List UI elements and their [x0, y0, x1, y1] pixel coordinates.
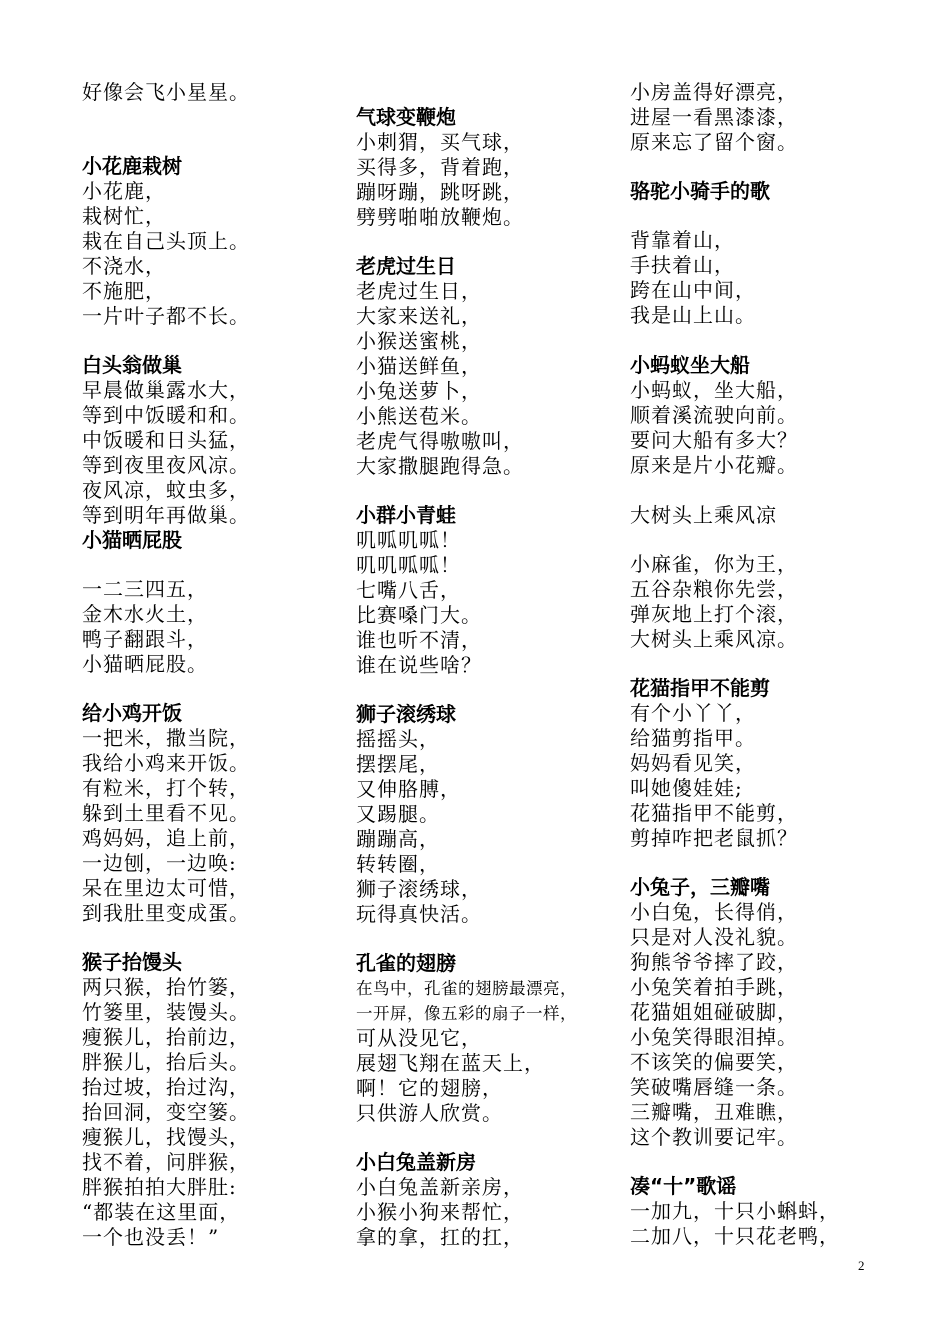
poem-line: 花猫指甲不能剪， — [630, 801, 798, 825]
page-number: 2 — [858, 1258, 865, 1273]
poem-line: 在鸟中，孔雀的翅膀最漂亮， — [356, 979, 577, 998]
poem-line: 进屋一看黑漆漆， — [630, 105, 798, 129]
poem-line: 我是山上山。 — [630, 303, 756, 327]
poem-line: 狮子滚绣球， — [356, 877, 482, 901]
poem-line: 叽呱叽呱！ — [356, 528, 461, 552]
poem-line: 鸭子翻跟斗， — [82, 627, 208, 651]
poem-line: 大家来送礼， — [356, 304, 482, 328]
poem-line: 一边刨，一边唤: — [82, 851, 237, 875]
poem-line: 小白兔，长得俏， — [630, 900, 798, 924]
poem-line: 小猫送鲜鱼， — [356, 354, 482, 378]
poem-line: 找不着，问胖猴， — [82, 1150, 250, 1174]
poem-line: 原来是片小花瓣。 — [630, 453, 798, 477]
poem-line: 小猴小狗来帮忙， — [356, 1200, 524, 1224]
poem-title: 小白兔盖新房 — [356, 1150, 476, 1174]
poem-title: 花猫指甲不能剪 — [630, 676, 770, 700]
poem-line: 小兔送萝卜， — [356, 379, 482, 403]
poem-line: 呆在里边太可惜， — [82, 876, 250, 900]
poem-title: 小猫晒屁股 — [82, 528, 182, 552]
poem-line: 一二三四五， — [82, 577, 208, 601]
poem-line: 原来忘了留个窗。 — [630, 130, 798, 154]
poem-title: 小群小青蛙 — [356, 503, 456, 527]
poem-line: 等到明年再做巢。 — [82, 503, 250, 527]
poem-line: 有粒米，打个转， — [82, 776, 250, 800]
poem-line: 大树头上乘风凉 — [630, 503, 777, 527]
poem-line: 笑破嘴唇缝一条。 — [630, 1075, 798, 1099]
poem-line: 小兔笑得眼泪掉。 — [630, 1025, 798, 1049]
poem-line: 一开屏，像五彩的扇子一样， — [356, 1004, 577, 1023]
poem-line: 弹灰地上打个滚， — [630, 602, 798, 626]
poem-line: 好像会飞小星星。 — [82, 80, 250, 104]
poem-line: 这个教训要记牢。 — [630, 1125, 798, 1149]
poem-line: 三瓣嘴，丑难瞧， — [630, 1100, 798, 1124]
poem-line: 早晨做巢露水大， — [82, 378, 250, 402]
poem-line: 买得多，背着跑， — [356, 155, 524, 179]
poem-line: 胖猴儿，抬后头。 — [82, 1050, 250, 1074]
poem-line: 抬过坡，抬过沟， — [82, 1075, 250, 1099]
poem-line: 只供游人欣赏。 — [356, 1101, 503, 1125]
poem-line: 七嘴八舌， — [356, 578, 461, 602]
poem-line: 拿的拿，扛的扛， — [356, 1225, 524, 1249]
poem-line: 狗熊爷爷摔了跤， — [630, 950, 798, 974]
poem-line: 蹦呀蹦，跳呀跳， — [356, 180, 524, 204]
poem-line: 老虎气得嗷嗷叫， — [356, 429, 524, 453]
poem-line: 小刺猬，买气球， — [356, 130, 524, 154]
poem-title: 气球变鞭炮 — [356, 105, 456, 129]
poem-line: 一加九，十只小蝌蚪， — [630, 1199, 840, 1223]
poem-line: 劈劈啪啪放鞭炮。 — [356, 205, 524, 229]
poem-line: 花猫姐姐碰破脚， — [630, 1000, 798, 1024]
poem-line: 转转圈， — [356, 852, 440, 876]
poem-line: 摆摆尾， — [356, 752, 440, 776]
poem-line: 谁也听不清， — [356, 628, 482, 652]
poem-line: 小猴送蜜桃， — [356, 329, 482, 353]
poem-line: 有个小丫丫， — [630, 701, 756, 725]
poem-line: 夜风凉，蚊虫多， — [82, 478, 250, 502]
poem-line: 等到中饭暖和和。 — [82, 403, 250, 427]
poem-line: 金木水火土， — [82, 602, 208, 626]
poem-line: 二加八，十只花老鸭， — [630, 1224, 840, 1248]
poem-line: 到我肚里变成蛋。 — [82, 901, 250, 925]
poem-title: 骆驼小骑手的歌 — [630, 179, 770, 203]
poem-line: 中饭暖和日头猛， — [82, 428, 250, 452]
poem-title: 狮子滚绣球 — [356, 702, 456, 726]
poem-line: 躲到土里看不见。 — [82, 801, 250, 825]
poem-line: 妈妈看见笑， — [630, 751, 756, 775]
poem-title: 给小鸡开饭 — [82, 701, 182, 725]
poem-line: 鸡妈妈，追上前， — [82, 826, 250, 850]
poem-line: 一把米，撒当院， — [82, 726, 250, 750]
poem-line: 大树头上乘风凉。 — [630, 627, 798, 651]
poem-line: 两只猴，抬竹篓， — [82, 975, 250, 999]
poem-line: 五谷杂粮你先尝， — [630, 577, 798, 601]
poem-title: 凑“十”歌谣 — [630, 1174, 737, 1198]
poem-line: 顺着溪流驶向前。 — [630, 403, 798, 427]
poem-title: 小花鹿栽树 — [82, 154, 182, 178]
poem-line: 又踢腿。 — [356, 802, 440, 826]
poem-line: 栽在自己头顶上。 — [82, 229, 250, 253]
poem-line: 小蚂蚁，坐大船， — [630, 378, 798, 402]
poem-line: 不施肥， — [82, 279, 166, 303]
poem-line: 我给小鸡来开饭。 — [82, 751, 250, 775]
poem-line: 啊！它的翅膀， — [356, 1076, 503, 1100]
poem-line: 叽叽呱呱！ — [356, 553, 461, 577]
poem-line: 竹篓里，装馒头。 — [82, 1000, 250, 1024]
poem-line: 瘦猴儿，找馒头， — [82, 1125, 250, 1149]
poem-line: 蹦蹦高， — [356, 827, 440, 851]
poem-line: 大家撒腿跑得急。 — [356, 454, 524, 478]
poem-line: 展翅飞翔在蓝天上， — [356, 1051, 545, 1075]
poem-line: 小兔笑着拍手跳， — [630, 975, 798, 999]
poem-line: 又伸胳膊， — [356, 777, 461, 801]
poem-line: 小熊送苞米。 — [356, 404, 482, 428]
poem-line: 小房盖得好漂亮， — [630, 80, 798, 104]
poem-line: 栽树忙， — [82, 204, 166, 228]
poem-line: 一片叶子都不长。 — [82, 304, 250, 328]
poem-line: 抬回洞，变空篓。 — [82, 1100, 250, 1124]
poem-line: 要问大船有多大？ — [630, 428, 798, 452]
poem-line: 一个也没丢！” — [82, 1225, 220, 1249]
poem-line: 摇摇头， — [356, 727, 440, 751]
poem-line: 小麻雀，你为王， — [630, 552, 798, 576]
poem-line: 手扶着山， — [630, 253, 735, 277]
poem-line: 给猫剪指甲。 — [630, 726, 756, 750]
poem-line: 不该笑的偏要笑， — [630, 1050, 798, 1074]
poem-title: 孔雀的翅膀 — [356, 951, 456, 975]
poem-line: 只是对人没礼貌。 — [630, 925, 798, 949]
poem-title: 老虎过生日 — [356, 254, 456, 278]
poem-line: 胖猴拍拍大胖肚: — [82, 1175, 237, 1199]
poem-title: 小蚂蚁坐大船 — [630, 353, 750, 377]
poem-line: 玩得真快活。 — [356, 902, 482, 926]
poem-line: 小花鹿， — [82, 179, 166, 203]
poem-line: 跨在山中间， — [630, 278, 756, 302]
poem-line: 可从没见它， — [356, 1026, 482, 1050]
poem-line: 比赛嗓门大。 — [356, 603, 482, 627]
poem-line: 剪掉咋把老鼠抓？ — [630, 826, 798, 850]
poem-line: 小猫晒屁股。 — [82, 652, 208, 676]
poem-line: 叫她傻娃娃; — [630, 776, 743, 800]
poem-line: 瘦猴儿，抬前边， — [82, 1025, 250, 1049]
poem-line: 谁在说些啥？ — [356, 653, 482, 677]
poem-line: 等到夜里夜风凉。 — [82, 453, 250, 477]
poem-line: 小白兔盖新亲房， — [356, 1175, 524, 1199]
poem-line: 背靠着山， — [630, 228, 735, 252]
poem-title: 猴子抬馒头 — [82, 950, 182, 974]
poem-line: 不浇水， — [82, 254, 166, 278]
poem-title: 白头翁做巢 — [82, 353, 182, 377]
poem-line: 老虎过生日， — [356, 279, 482, 303]
poem-line: “都装在这里面， — [82, 1200, 241, 1224]
poem-title: 小兔子，三瓣嘴 — [630, 875, 770, 899]
